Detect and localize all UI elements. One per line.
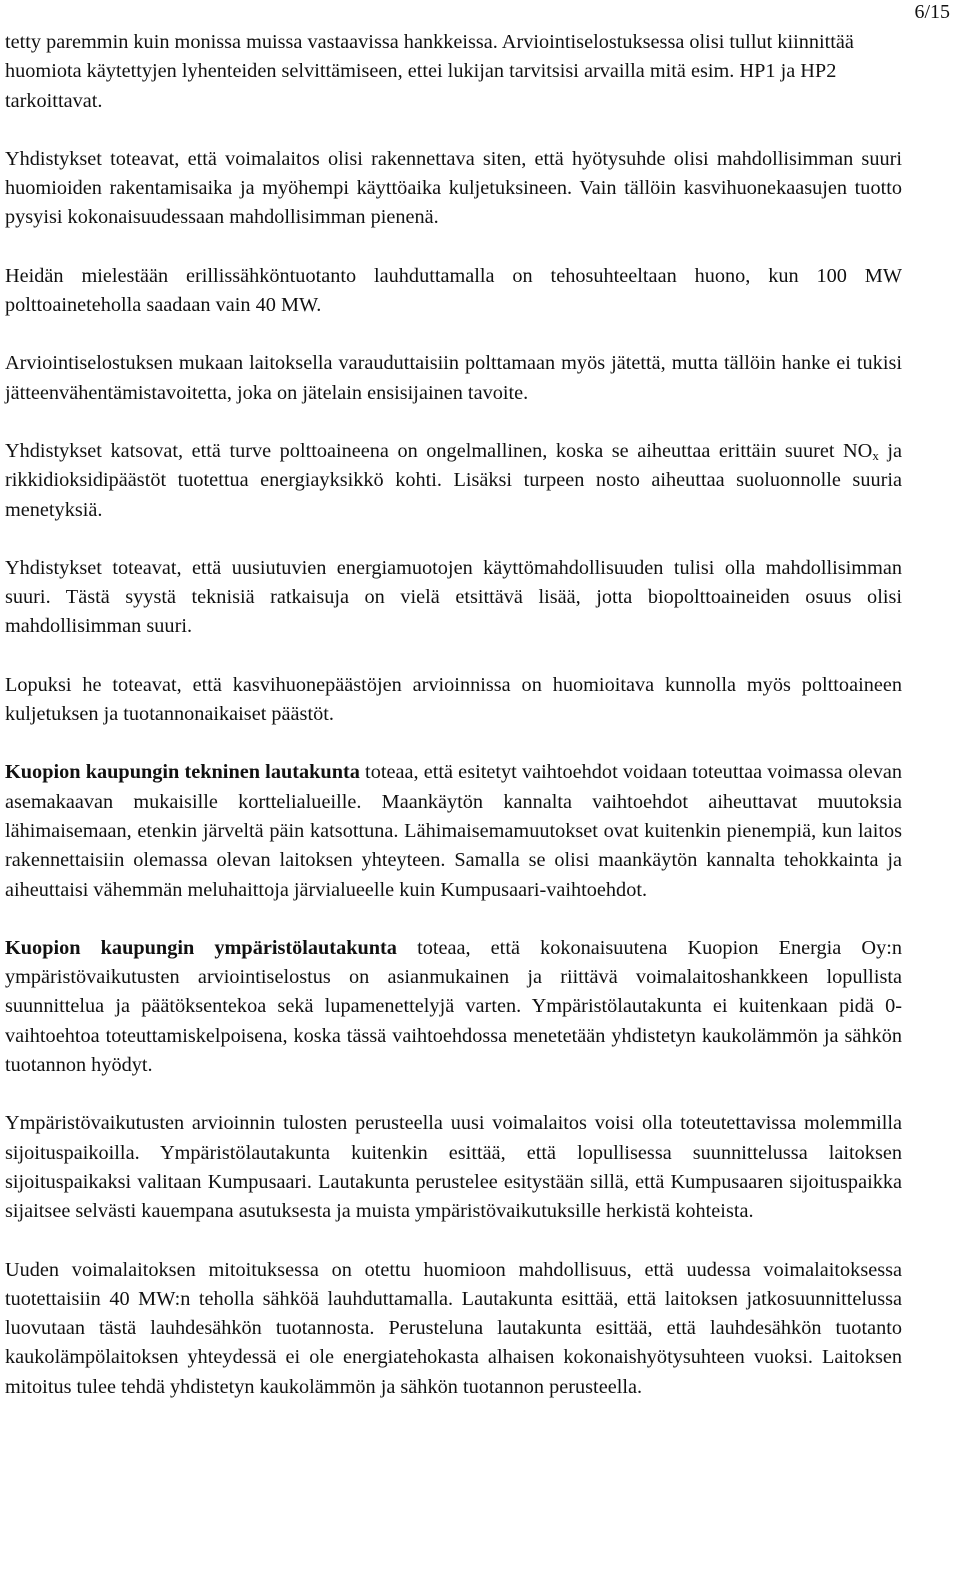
paragraph-10: Ympäristövaikutusten arvioinnin tulosten perusteella uusi voimalaitos voisi olla toteutettavissa molemmilla sijoituspaikoilla. Ympäristölautakunta kuitenkin esittää, että lopullisessa suunnittelussa laitoksen sijoituspaikaksi valitaan Kumpusaari. Lautakunta perustelee esitystään sillä, että Kumpusaaren sijoituspaikka sijaitsee selvästi kauempana asutuksesta ja muista ympäristövaikutuksille herkistä kohteista.: [5, 1112, 902, 1223]
paragraph-9: [5, 934, 902, 1080]
paragraph-8: [5, 758, 902, 904]
paragraph-3: Heidän mielestään erillissähköntuotanto lauhduttamalla on tehosuhteeltaan huono, kun 100 MW polttoaineteholla saadaan vain 40 MW.: [5, 264, 902, 317]
paragraph-4: Arviointiselostuksen mukaan laitoksella varauduttaisiin polttamaan myös jätettä, mutta tällöin hanke ei tukisi jätteenvähentämistavoitetta, joka on jätelain ensisijainen tavoite.: [5, 352, 902, 404]
environment-board-heading: Kuopion kaupungin ympäristölautakunta: [5, 936, 397, 959]
paragraph-11: Uuden voimalaitoksen mitoituksessa on otettu huomioon mahdollisuus, että uudessa voimalaitoksessa tuotettaisiin 40 MW:n teholla sähköä lauhduttamalla. Lautakunta esittää, että laitoksen jatkosuunnittelussa luovutaan tästä lauhdesähkön tuotannosta. Perusteluna lautakunta esittää, että lauhdesähkön tuotanto kaukolämpölaitoksen yhteydessä ei ole energiatehokasta alhaisen kokonaishyötysuhteen vuoksi. Laitoksen mitoitus tulee tehdä yhdistetyn kaukolämmön ja sähkön tuotannon perusteella.: [5, 1258, 902, 1398]
paragraph-9-text: toteaa, että kokonaisuutena Kuopion Energia Oy:n ympäristövaikutusten arviointiselostus on asianmukainen ja riittävä voimalaitoshankkeen lopullista suunnittelua ja päätöksentekoa sekä lupamenettelyjä varten. Ympäristölautakunta ei kuitenkaan pidä 0-vaihtoehtoa toteuttamiskelpoisena, koska tässä vaihtoehdossa menetetään yhdistetyn kaukolämmön ja sähkön tuotannon hyödyt.: [5, 936, 902, 1077]
paragraph-5: [5, 437, 902, 525]
paragraph-1: tetty paremmin kuin monissa muissa vastaavissa hankkeissa. Arviointiselostuksessa olisi tullut kiinnittää huomiota käytettyjen lyhenteiden selvittämiseen, ettei lukijan tarvitsisi arvailla mitä esim. HP1 ja HP2 tarkoittavat.: [5, 31, 854, 112]
page-number: 6/15: [914, 1, 950, 23]
paragraph-5-text-after: ja rikkidioksidipäästöt tuotettua energiayksikkö kohti. Lisäksi turpeen nosto aiheuttaa suoluonnolle suuria menetyksiä.: [5, 439, 902, 521]
nox-subscript: x: [872, 447, 879, 463]
paragraph-8-text: toteaa, että esitetyt vaihtoehdot voidaan toteuttaa voimassa olevan asemakaavan mukaisille korttelialueille. Maankäytön kannalta vaihtoehdot aiheuttavat muutoksia lähimaisemaan, etenkin järveltä päin katsottuna. Lähimaisemamuutokset ovat kuitenkin pienempiä, kun laitos rakennettaisiin olemassa olevan laitoksen yhteyteen. Samalla se olisi maankäytön kannalta tehokkainta ja aiheuttaisi vähemmän meluhaittoja järvialueelle kuin Kumpusaari-vaihtoehdot.: [5, 761, 903, 901]
paragraph-2: Yhdistykset toteavat, että voimalaitos olisi rakennettava siten, että hyötysuhde olisi mahdollisimman suuri huomioiden rakentamisaika ja myöhempi käyttöaika kuljetuksineen. Vain tällöin kasvihuonekaasujen tuotto pysyisi kokonaisuudessaan mahdollisimman pienenä.: [5, 147, 902, 229]
document-body: [5, 28, 902, 1402]
technical-board-heading: Kuopion kaupungin tekninen lautakunta: [5, 761, 360, 784]
paragraph-5-text-before: Yhdistykset katsovat, että turve polttoaineena on ongelmallinen, koska se aiheuttaa erittäin suuret NO: [5, 439, 873, 462]
paragraph-7: Lopuksi he toteavat, että kasvihuonepäästöjen arvioinnissa on huomioitava kunnolla myös polttoaineen kuljetuksen ja tuotannonaikaiset päästöt.: [5, 673, 902, 726]
paragraph-6: Yhdistykset toteavat, että uusiutuvien energiamuotojen käyttömahdollisuuden tulisi olla mahdollisimman suuri. Tästä syystä teknisiä ratkaisuja on vielä etsittävä lisää, jotta biopolttoaineiden osuus olisi mahdollisimman suuri.: [5, 556, 902, 638]
